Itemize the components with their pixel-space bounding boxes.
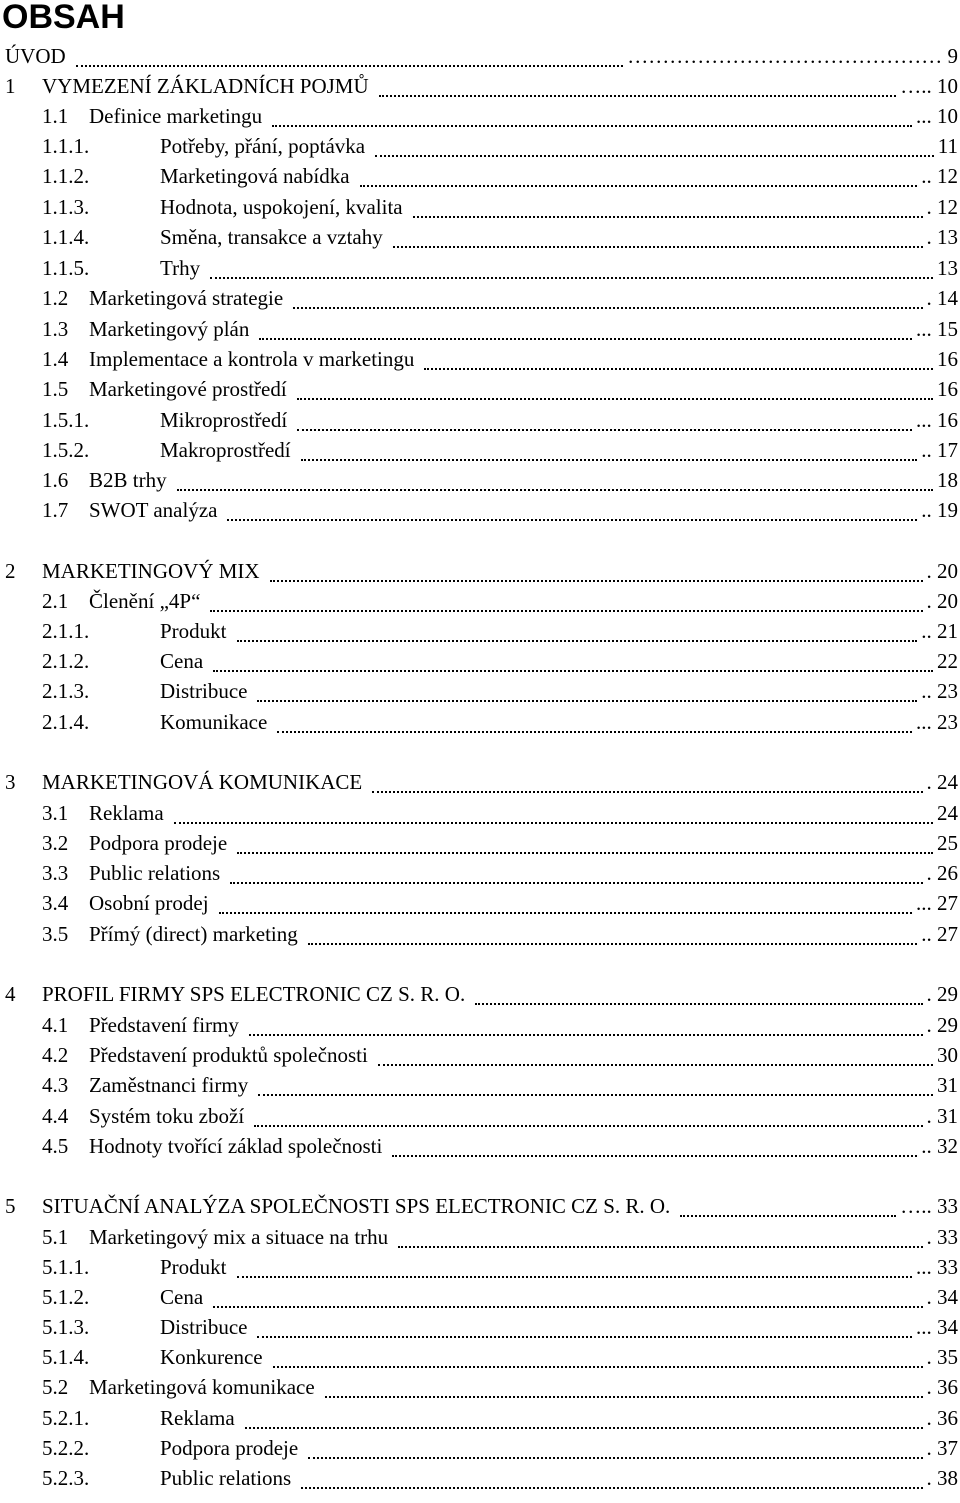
toc-entry[interactable] xyxy=(0,1433,958,1463)
toc-leader-dots xyxy=(272,125,912,127)
toc-leader-dots xyxy=(257,1336,912,1338)
toc-entry-page: 13 xyxy=(937,256,958,280)
toc-entry-title: Public relations xyxy=(89,861,221,885)
toc-entry-title: Přímý (direct) marketing xyxy=(89,922,298,946)
toc-entry-title: Podpora prodeje xyxy=(89,831,228,855)
toc-entry-page: . 36 xyxy=(926,1406,958,1430)
toc-entry-page: .. 12 xyxy=(921,164,958,188)
toc-entry-number: 1 xyxy=(5,74,16,98)
toc-leader-dots xyxy=(393,246,923,248)
toc-entry[interactable] xyxy=(0,1463,958,1493)
toc-entry-page: 18 xyxy=(937,468,958,492)
toc-entry[interactable] xyxy=(0,1131,958,1161)
toc-entry[interactable] xyxy=(0,1070,958,1100)
toc-entry-page: ……………………………………… 9 xyxy=(627,44,958,68)
toc-entry-title: VYMEZENÍ ZÁKLADNÍCH POJMŮ xyxy=(42,74,369,98)
toc-entry-number: 1.1.5. xyxy=(42,256,90,280)
toc-entry-title: B2B trhy xyxy=(89,468,167,492)
toc-entry-number: 1.3 xyxy=(42,317,69,341)
toc-entry-number: 2.1.3. xyxy=(42,679,90,703)
toc-entry-number: 2.1.2. xyxy=(42,649,90,673)
toc-entry-number: 1.2 xyxy=(42,286,69,310)
toc-entry-title: Marketingová nabídka xyxy=(160,164,350,188)
toc-entry-page: ... 15 xyxy=(916,317,958,341)
toc-entry[interactable] xyxy=(0,101,958,131)
toc-entry-page: . 31 xyxy=(926,1104,958,1128)
toc-leader-dots xyxy=(237,1276,912,1278)
toc-leader-dots xyxy=(297,429,912,431)
toc-entry[interactable] xyxy=(0,828,958,858)
toc-entry-number: 1.1 xyxy=(42,104,69,128)
toc-entry[interactable] xyxy=(0,1372,958,1402)
toc-entry-title: Marketingová komunikace xyxy=(89,1375,315,1399)
toc-entry-title: Osobní prodej xyxy=(89,891,209,915)
toc-entry-title: Cena xyxy=(160,649,204,673)
toc-entry-number: 5.1.4. xyxy=(42,1345,90,1369)
toc-entry-title: Podpora prodeje xyxy=(160,1436,299,1460)
toc-leader-dots xyxy=(413,216,923,218)
toc-leader-dots xyxy=(213,670,933,672)
toc-entry-number: 1.7 xyxy=(42,498,69,522)
toc-entry-page: . 12 xyxy=(926,195,958,219)
toc-entry-title: SWOT analýza xyxy=(89,498,218,522)
toc-entry-number: 5.2 xyxy=(42,1375,69,1399)
toc-leader-dots xyxy=(301,459,918,461)
toc-entry[interactable] xyxy=(0,192,958,222)
toc-leader-dots xyxy=(372,791,922,793)
toc-leader-dots xyxy=(392,1155,917,1157)
toc-entry-page: 16 xyxy=(937,347,958,371)
toc-entry-page: .. 21 xyxy=(921,619,958,643)
toc-entry-title: Marketingová strategie xyxy=(89,286,284,310)
toc-entry-title: Cena xyxy=(160,1285,204,1309)
toc-entry-title: Makroprostředí xyxy=(160,438,291,462)
toc-leader-dots xyxy=(273,1366,923,1368)
toc-leader-dots xyxy=(219,912,912,914)
toc-entry-number: 1.1.4. xyxy=(42,225,90,249)
toc-entry[interactable] xyxy=(0,1101,958,1131)
toc-entry-number: 1.1.3. xyxy=(42,195,90,219)
toc-entry-number: 4.4 xyxy=(42,1104,69,1128)
toc-entry-title: Směna, transakce a vztahy xyxy=(160,225,383,249)
page-title: OBSAH xyxy=(2,0,125,36)
toc-leader-dots xyxy=(258,1094,933,1096)
toc-entry[interactable] xyxy=(0,495,958,525)
toc-leader-dots xyxy=(379,95,897,97)
toc-leader-dots xyxy=(378,1064,933,1066)
toc-entry-number: 1.4 xyxy=(42,347,69,371)
toc-entry[interactable] xyxy=(0,161,958,191)
toc-entry-title: Členění „4P“ xyxy=(89,589,201,613)
toc-entry-page: . 26 xyxy=(926,861,958,885)
toc-entry[interactable] xyxy=(0,586,958,616)
toc-entry-page: . 20 xyxy=(926,559,958,583)
toc-entry[interactable] xyxy=(0,798,958,828)
toc-entry-title: MARKETINGOVÝ MIX xyxy=(42,559,260,583)
toc-entry-number: 2.1.4. xyxy=(42,710,90,734)
toc-entry[interactable] xyxy=(0,344,958,374)
toc-entry-number: 4.3 xyxy=(42,1073,69,1097)
toc-entry[interactable] xyxy=(0,1191,958,1221)
toc-entry-page: .. 32 xyxy=(921,1134,958,1158)
toc-entry-title: Představení firmy xyxy=(89,1013,239,1037)
toc-entry-number: 1.5 xyxy=(42,377,69,401)
toc-leader-dots xyxy=(237,852,933,854)
toc-entry-page: . 36 xyxy=(926,1375,958,1399)
toc-entry-title: Komunikace xyxy=(160,710,268,734)
toc-entry-page: 22 xyxy=(937,649,958,673)
toc-entry-title: Reklama xyxy=(89,801,164,825)
toc-entry-number: 3.5 xyxy=(42,922,69,946)
toc-entry-title: Konkurence xyxy=(160,1345,263,1369)
toc-entry-page: 31 xyxy=(937,1073,958,1097)
toc-entry-title: Reklama xyxy=(160,1406,235,1430)
toc-entry[interactable] xyxy=(0,888,958,918)
toc-entry-number: 3.4 xyxy=(42,891,69,915)
toc-leader-dots xyxy=(254,1125,922,1127)
toc-leader-dots xyxy=(308,943,917,945)
toc-entry-title: Marketingový mix a situace na trhu xyxy=(89,1225,389,1249)
toc-leader-dots xyxy=(227,519,917,521)
toc-entry[interactable] xyxy=(0,646,958,676)
toc-entry-number: 2.1 xyxy=(42,589,69,613)
toc-entry[interactable] xyxy=(0,314,958,344)
toc-leader-dots xyxy=(230,882,922,884)
toc-entry[interactable] xyxy=(0,1312,958,1342)
toc-leader-dots xyxy=(257,700,917,702)
toc-entry[interactable] xyxy=(0,707,958,737)
toc-entry-title: Implementace a kontrola v marketingu xyxy=(89,347,415,371)
toc-leader-dots xyxy=(475,1003,922,1005)
toc-entry-page: 16 xyxy=(937,377,958,401)
toc-entry-page: . 14 xyxy=(926,286,958,310)
toc-entry[interactable] xyxy=(0,131,958,161)
toc-entry-page: . 13 xyxy=(926,225,958,249)
toc-leader-dots xyxy=(237,640,918,642)
toc-entry-title: Zaměstnanci firmy xyxy=(89,1073,249,1097)
toc-leader-dots xyxy=(293,307,922,309)
toc-entry-page: . 38 xyxy=(926,1466,958,1490)
toc-entry-number: 4 xyxy=(5,982,16,1006)
toc-entry-number: 3.1 xyxy=(42,801,69,825)
toc-entry[interactable] xyxy=(0,616,958,646)
toc-entry-page: ... 27 xyxy=(916,891,958,915)
toc-entry-title: Public relations xyxy=(160,1466,292,1490)
toc-entry[interactable] xyxy=(0,1010,958,1040)
toc-leader-dots xyxy=(210,610,922,612)
toc-entry-page: . 29 xyxy=(926,982,958,1006)
toc-entry-page: .. 23 xyxy=(921,679,958,703)
toc-entry-number: 5.2.1. xyxy=(42,1406,90,1430)
toc-entry[interactable] xyxy=(0,767,958,797)
toc-entry-number: 3.2 xyxy=(42,831,69,855)
toc-entry-number: 5.1.2. xyxy=(42,1285,90,1309)
toc-entry-title: SITUAČNÍ ANALÝZA SPOLEČNOSTI SPS ELECTRONIC CZ S. R. O. xyxy=(42,1194,671,1218)
toc-entry-page: 25 xyxy=(937,831,958,855)
toc-entry[interactable] xyxy=(0,1403,958,1433)
toc-leader-dots xyxy=(76,65,624,67)
toc-entry-page: . 35 xyxy=(926,1345,958,1369)
toc-entry-page: 30 xyxy=(937,1043,958,1067)
toc-entry[interactable] xyxy=(0,374,958,404)
toc-entry-number: 1.5.1. xyxy=(42,408,90,432)
toc-entry-page: 24 xyxy=(937,801,958,825)
toc-entry-page: .. 17 xyxy=(921,438,958,462)
toc-leader-dots xyxy=(174,822,933,824)
toc-entry[interactable] xyxy=(0,1282,958,1312)
toc-entry-title: Systém toku zboží xyxy=(89,1104,245,1128)
toc-entry-page: ….. 33 xyxy=(900,1194,958,1218)
toc-entry-title: Distribuce xyxy=(160,679,248,703)
toc-entry-number: 1.6 xyxy=(42,468,69,492)
toc-leader-dots xyxy=(308,1457,922,1459)
toc-entry-number: 3.3 xyxy=(42,861,69,885)
toc-leader-dots xyxy=(424,368,933,370)
toc-entry-number: 4.1 xyxy=(42,1013,69,1037)
toc-entry-number: 2.1.1. xyxy=(42,619,90,643)
toc-entry-number: 4.2 xyxy=(42,1043,69,1067)
toc-entry[interactable] xyxy=(0,1252,958,1282)
toc-entry-number: 1.5.2. xyxy=(42,438,90,462)
toc-entry-title: PROFIL FIRMY SPS ELECTRONIC CZ S. R. O. xyxy=(42,982,466,1006)
toc-entry-number: 2 xyxy=(5,559,16,583)
toc-entry-page: . 33 xyxy=(926,1225,958,1249)
toc-entry-number: 5.2.3. xyxy=(42,1466,90,1490)
toc-leader-dots xyxy=(301,1487,922,1489)
toc-entry-page: . 20 xyxy=(926,589,958,613)
toc-entry[interactable] xyxy=(0,435,958,465)
toc-leader-dots xyxy=(249,1034,923,1036)
toc-entry[interactable] xyxy=(0,253,958,283)
toc-entry-page: . 34 xyxy=(926,1285,958,1309)
toc-entry-page: ….. 10 xyxy=(900,74,958,98)
toc-entry-number: 1.1.2. xyxy=(42,164,90,188)
toc-entry-page: ... 10 xyxy=(916,104,958,128)
toc-entry[interactable] xyxy=(0,1222,958,1252)
toc-leader-dots xyxy=(297,398,933,400)
toc-entry[interactable] xyxy=(0,1342,958,1372)
toc-entry-title: Mikroprostředí xyxy=(160,408,288,432)
toc-entry-page: .. 27 xyxy=(921,922,958,946)
toc-entry-title: Potřeby, přání, poptávka xyxy=(160,134,366,158)
toc-entry-number: 5.1.1. xyxy=(42,1255,90,1279)
toc-entry-title: Marketingový plán xyxy=(89,317,250,341)
toc-leader-dots xyxy=(680,1215,896,1217)
toc-leader-dots xyxy=(270,580,923,582)
toc-entry-number: 5.1.3. xyxy=(42,1315,90,1339)
toc-entry-title: Hodnoty tvořící základ společnosti xyxy=(89,1134,383,1158)
toc-leader-dots xyxy=(213,1306,922,1308)
toc-entry[interactable] xyxy=(0,71,958,101)
toc-leader-dots xyxy=(177,489,933,491)
toc-entry[interactable] xyxy=(0,283,958,313)
toc-entry-page: ... 33 xyxy=(916,1255,958,1279)
toc-entry[interactable] xyxy=(0,919,958,949)
toc-entry-page: . 24 xyxy=(926,770,958,794)
toc-entry[interactable] xyxy=(0,979,958,1009)
toc-entry-title: Marketingové prostředí xyxy=(89,377,287,401)
toc-entry-number: 5.1 xyxy=(42,1225,69,1249)
toc-leader-dots xyxy=(375,155,934,157)
toc-entry-number: 1.1.1. xyxy=(42,134,90,158)
toc-leader-dots xyxy=(325,1396,923,1398)
toc-entry-page: ... 23 xyxy=(916,710,958,734)
toc-leader-dots xyxy=(398,1246,922,1248)
toc-entry[interactable] xyxy=(0,1040,958,1070)
toc-entry[interactable] xyxy=(0,405,958,435)
toc-entry[interactable] xyxy=(0,41,958,71)
toc-entry-page: ... 16 xyxy=(916,408,958,432)
toc-entry[interactable] xyxy=(0,556,958,586)
toc-entry-title: Distribuce xyxy=(160,1315,248,1339)
toc-entry-title: Trhy xyxy=(160,256,201,280)
toc-entry-number: 3 xyxy=(5,770,16,794)
toc-entry-title: Představení produktů společnosti xyxy=(89,1043,368,1067)
toc-entry[interactable] xyxy=(0,465,958,495)
toc-entry-page: . 37 xyxy=(926,1436,958,1460)
toc-entry-title: Produkt xyxy=(160,1255,227,1279)
toc-entry-page: 11 xyxy=(937,134,958,158)
toc-leader-dots xyxy=(360,185,918,187)
toc-entry-number: 4.5 xyxy=(42,1134,69,1158)
toc-entry-title: MARKETINGOVÁ KOMUNIKACE xyxy=(42,770,363,794)
toc-leader-dots xyxy=(245,1427,923,1429)
toc-entry-title: Definice marketingu xyxy=(89,104,263,128)
toc-entry-number: 5.2.2. xyxy=(42,1436,90,1460)
toc-entry[interactable] xyxy=(0,676,958,706)
toc-entry-number: 5 xyxy=(5,1194,16,1218)
toc-entry[interactable] xyxy=(0,222,958,252)
toc-leader-dots xyxy=(277,731,912,733)
toc-entry-page: .. 19 xyxy=(921,498,958,522)
toc-entry-title: Produkt xyxy=(160,619,227,643)
toc-leader-dots xyxy=(210,277,933,279)
toc-entry-page: ... 34 xyxy=(916,1315,958,1339)
toc-entry-page: . 29 xyxy=(926,1013,958,1037)
toc-entry-title: Hodnota, uspokojení, kvalita xyxy=(160,195,403,219)
toc-entry[interactable] xyxy=(0,858,958,888)
toc-entry-title: ÚVOD xyxy=(5,44,66,68)
toc-leader-dots xyxy=(259,338,912,340)
